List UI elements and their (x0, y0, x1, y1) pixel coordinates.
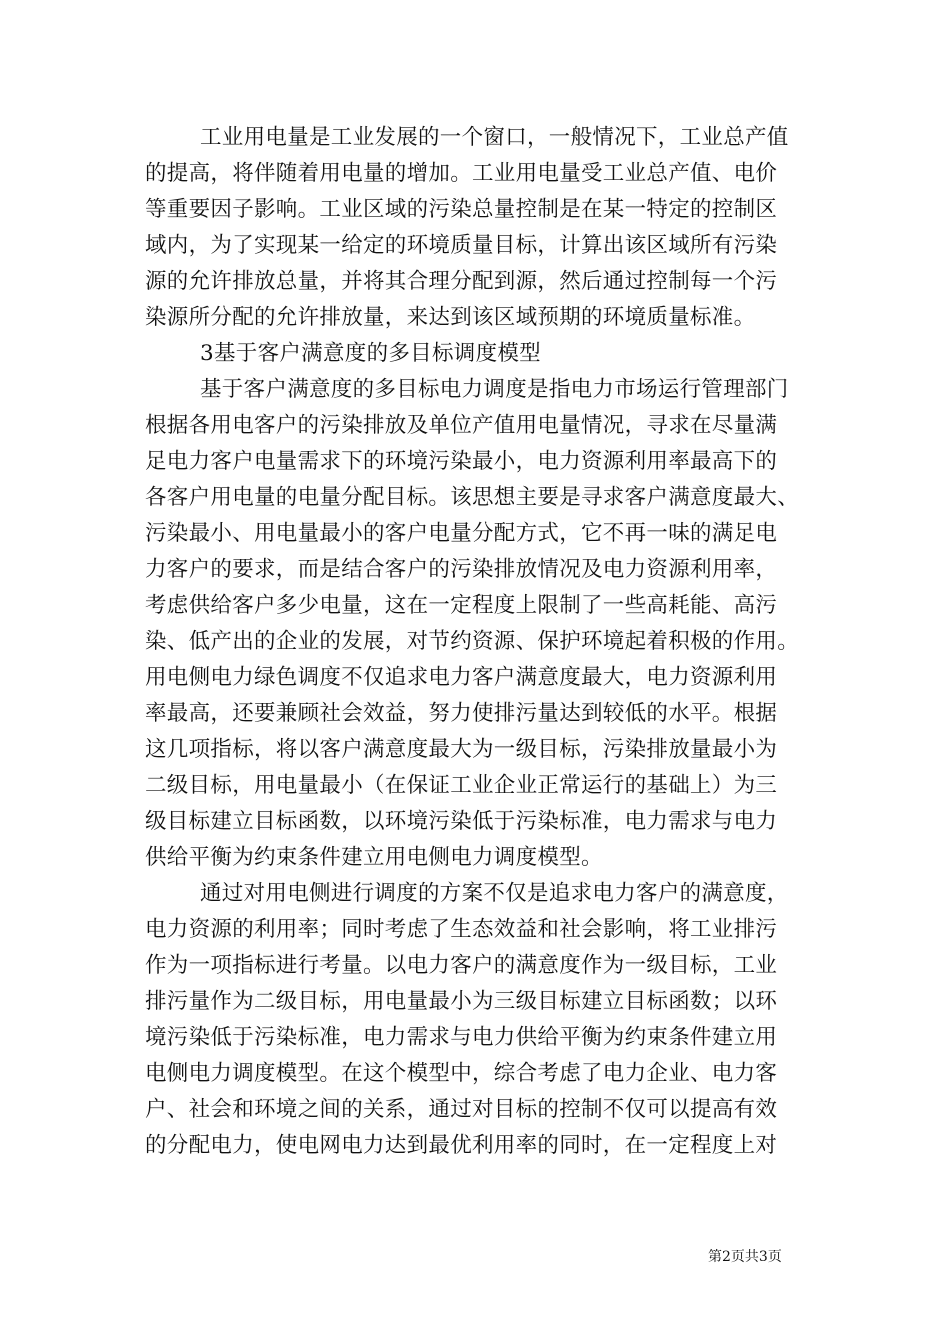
text-line: 域内，为了实现某一给定的环境质量目标，计算出该区域所有污染 (145, 233, 778, 258)
text-line: 力客户的要求，而是结合客户的污染排放情况及电力资源利用率， (145, 557, 778, 582)
text-line: 源的允许排放总量，并将其合理分配到源，然后通过控制每一个污 (145, 269, 778, 294)
text-line: 污染最小、用电量最小的客户电量分配方式，它不再一味的满足电 (145, 521, 778, 546)
text-line: 作为一项指标进行考量。以电力客户的满意度作为一级目标，工业 (145, 953, 778, 978)
text-line: 根据各用电客户的污染排放及单位产值用电量情况，寻求在尽量满 (145, 413, 778, 438)
text-line: 率最高，还要兼顾社会效益，努力使排污量达到较低的水平。根据 (145, 701, 778, 726)
text-line: 基于客户满意度的多目标电力调度是指电力市场运行管理部门 (200, 377, 789, 402)
text-line: 境污染低于污染标准，电力需求与电力供给平衡为约束条件建立用 (145, 1025, 778, 1050)
text-line: 等重要因子影响。工业区域的污染总量控制是在某一特定的控制区 (145, 197, 778, 222)
text-line: 二级目标，用电量最小（在保证工业企业正常运行的基础上）为三 (145, 773, 778, 798)
text-line: 染源所分配的允许排放量，来达到该区域预期的环境质量标准。 (145, 305, 756, 330)
text-line: 染、低产出的企业的发展，对节约资源、保护环境起着积极的作用。 (145, 629, 800, 654)
text-line: 工业用电量是工业发展的一个窗口，一般情况下，工业总产值 (200, 125, 789, 150)
section-heading: 3基于客户满意度的多目标调度模型 (200, 341, 541, 366)
text-line: 户、社会和环境之间的关系，通过对目标的控制不仅可以提高有效 (145, 1097, 778, 1122)
text-line: 各客户用电量的电量分配目标。该思想主要是寻求客户满意度最大、 (145, 485, 800, 510)
text-line: 的提高，将伴随着用电量的增加。工业用电量受工业总产值、电价 (145, 161, 778, 186)
text-line: 排污量作为二级目标，用电量最小为三级目标建立目标函数；以环 (145, 989, 778, 1014)
text-line: 级目标建立目标函数，以环境污染低于污染标准，电力需求与电力 (145, 809, 778, 834)
text-line: 足电力客户电量需求下的环境污染最小，电力资源利用率最高下的 (145, 449, 778, 474)
text-line: 考虑供给客户多少电量，这在一定程度上限制了一些高耗能、高污 (145, 593, 778, 618)
text-line: 这几项指标，将以客户满意度最大为一级目标，污染排放量最小为 (145, 737, 778, 762)
text-line: 电侧电力调度模型。在这个模型中，综合考虑了电力企业、电力客 (145, 1061, 778, 1086)
text-line: 的分配电力，使电网电力达到最优利用率的同时，在一定程度上对 (145, 1133, 778, 1158)
text-line: 用电侧电力绿色调度不仅追求电力客户满意度最大，电力资源利用 (145, 665, 778, 690)
text-line: 通过对用电侧进行调度的方案不仅是追求电力客户的满意度， (200, 881, 789, 906)
text-line: 电力资源的利用率；同时考虑了生态效益和社会影响，将工业排污 (145, 917, 778, 942)
page-number-footer: 第2页共3页 (708, 1249, 782, 1265)
text-line: 供给平衡为约束条件建立用电侧电力调度模型。 (145, 845, 603, 870)
